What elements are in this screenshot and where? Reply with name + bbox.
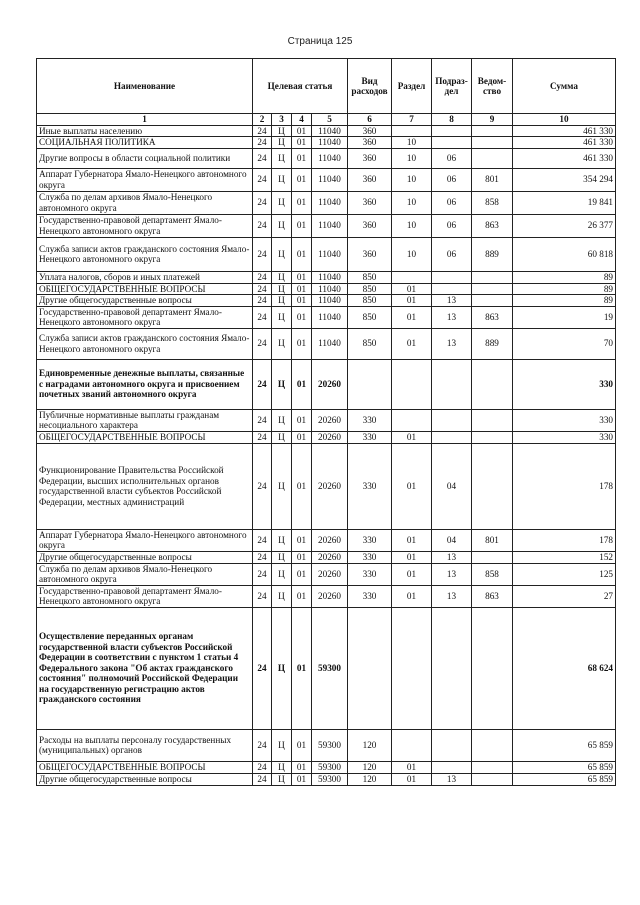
table-row [37,443,616,529]
target-code-2: Ц [272,295,292,307]
header-summa: Сумма [513,59,616,114]
table-row [37,148,616,168]
page-label: Страница 125 [287,36,353,47]
target-code-3: 01 [292,125,312,137]
row-name: Служба записи актов гражданского состояния Ямало-Ненецкого автономного округа [37,237,253,271]
expense-type: 330 [348,409,392,431]
table-row [37,761,616,773]
target-code-3: 01 [292,328,312,359]
header-podrazdel: Подраз- дел [432,59,472,114]
department: 858 [472,563,513,585]
row-name: Служба по делам архивов Ямало-Ненецкого автономного округа [37,191,253,214]
target-code-1: 24 [253,585,272,607]
department [472,125,513,137]
subsection: 13 [432,551,472,563]
table-row [37,328,616,359]
row-name: ОБЩЕГОСУДАРСТВЕННЫЕ ВОПРОСЫ [37,283,253,295]
target-code-4: 11040 [312,283,348,295]
row-name: Государственно-правовой департамент Ямало-Ненецкого автономного округа [37,585,253,607]
target-code-2: Ц [272,359,292,409]
row-name: Государственно-правовой департамент Ямало-Ненецкого автономного округа [37,214,253,237]
subsection [432,761,472,773]
target-code-1: 24 [253,168,272,191]
col-number: 1 [37,114,253,126]
subsection [432,729,472,761]
target-code-4: 11040 [312,328,348,359]
target-code-4: 20260 [312,529,348,551]
department [472,271,513,283]
target-code-3: 01 [292,359,312,409]
target-code-1: 24 [253,191,272,214]
target-code-4: 11040 [312,125,348,137]
header-razdel: Раздел [392,59,432,114]
target-code-2: Ц [272,137,292,149]
expense-type: 850 [348,306,392,328]
row-name: Единовременные денежные выплаты, связанные с наградами автономного округа и присвоением почетных званий автономного округа [37,359,253,409]
expense-type: 330 [348,563,392,585]
table-row [37,431,616,443]
amount: 65 859 [513,729,616,761]
target-code-1: 24 [253,283,272,295]
section [392,359,432,409]
target-code-4: 59300 [312,729,348,761]
section [392,729,432,761]
column-numbers-row [37,114,616,126]
row-name: ОБЩЕГОСУДАРСТВЕННЫЕ ВОПРОСЫ [37,761,253,773]
expense-type [348,359,392,409]
expense-type: 360 [348,125,392,137]
section: 10 [392,237,432,271]
target-code-3: 01 [292,214,312,237]
target-code-1: 24 [253,761,272,773]
target-code-1: 24 [253,214,272,237]
col-number: 2 [253,114,272,126]
section: 10 [392,137,432,149]
target-code-3: 01 [292,237,312,271]
expense-type: 330 [348,529,392,551]
target-code-4: 20260 [312,431,348,443]
target-code-2: Ц [272,237,292,271]
department [472,359,513,409]
target-code-4: 11040 [312,148,348,168]
target-code-1: 24 [253,137,272,149]
subsection: 06 [432,191,472,214]
header-vedomstvo: Ведом- ство [472,59,513,114]
expense-type: 120 [348,761,392,773]
department [472,443,513,529]
target-code-1: 24 [253,773,272,785]
row-name: Другие вопросы в области социальной политики [37,148,253,168]
target-code-3: 01 [292,443,312,529]
amount: 461 330 [513,148,616,168]
target-code-3: 01 [292,137,312,149]
row-name: Государственно-правовой департамент Ямало-Ненецкого автономного округа [37,306,253,328]
target-code-3: 01 [292,148,312,168]
col-number: 8 [432,114,472,126]
target-code-4: 11040 [312,306,348,328]
amount: 125 [513,563,616,585]
target-code-1: 24 [253,148,272,168]
expense-type: 850 [348,283,392,295]
department [472,283,513,295]
amount: 65 859 [513,773,616,785]
target-code-3: 01 [292,607,312,729]
target-code-1: 24 [253,295,272,307]
table-row [37,563,616,585]
subsection: 06 [432,214,472,237]
target-code-4: 59300 [312,761,348,773]
expense-type: 360 [348,168,392,191]
subsection: 13 [432,306,472,328]
target-code-1: 24 [253,237,272,271]
table-row [37,214,616,237]
department [472,148,513,168]
expense-type: 330 [348,551,392,563]
department: 801 [472,529,513,551]
department [472,409,513,431]
target-code-2: Ц [272,148,292,168]
section: 01 [392,551,432,563]
subsection [432,125,472,137]
target-code-1: 24 [253,607,272,729]
target-code-4: 20260 [312,551,348,563]
target-code-4: 20260 [312,443,348,529]
table-row [37,607,616,729]
table-row [37,409,616,431]
subsection [432,607,472,729]
target-code-3: 01 [292,191,312,214]
table-row [37,359,616,409]
row-name: Служба по делам архивов Ямало-Ненецкого автономного округа [37,563,253,585]
target-code-4: 59300 [312,773,348,785]
target-code-2: Ц [272,529,292,551]
subsection: 13 [432,773,472,785]
target-code-4: 11040 [312,214,348,237]
target-code-3: 01 [292,271,312,283]
subsection: 06 [432,237,472,271]
target-code-1: 24 [253,271,272,283]
target-code-1: 24 [253,125,272,137]
row-name: Иные выплаты населению [37,125,253,137]
department [472,295,513,307]
table-row [37,168,616,191]
col-number: 6 [348,114,392,126]
expense-type: 360 [348,214,392,237]
table-row [37,271,616,283]
target-code-2: Ц [272,607,292,729]
target-code-2: Ц [272,306,292,328]
table-row [37,191,616,214]
amount: 461 330 [513,137,616,149]
expense-type: 360 [348,191,392,214]
table-row [37,551,616,563]
subsection: 13 [432,295,472,307]
target-code-1: 24 [253,359,272,409]
section [392,125,432,137]
col-number: 4 [292,114,312,126]
department [472,729,513,761]
department: 889 [472,237,513,271]
target-code-2: Ц [272,761,292,773]
row-name: ОБЩЕГОСУДАРСТВЕННЫЕ ВОПРОСЫ [37,431,253,443]
target-code-2: Ц [272,431,292,443]
row-name: Расходы на выплаты персоналу государственных (муниципальных) органов [37,729,253,761]
department: 863 [472,214,513,237]
row-name: Другие общегосударственные вопросы [37,295,253,307]
target-code-4: 11040 [312,137,348,149]
expense-type: 850 [348,295,392,307]
row-name: Другие общегосударственные вопросы [37,551,253,563]
subsection [432,137,472,149]
header-name: Наименование [37,59,253,114]
col-number: 7 [392,114,432,126]
section [392,607,432,729]
amount: 354 294 [513,168,616,191]
subsection [432,359,472,409]
target-code-4: 20260 [312,409,348,431]
amount: 19 [513,306,616,328]
table-row [37,729,616,761]
department [472,431,513,443]
subsection [432,431,472,443]
department [472,607,513,729]
department [472,551,513,563]
amount: 27 [513,585,616,607]
target-code-1: 24 [253,729,272,761]
target-code-2: Ц [272,551,292,563]
subsection: 04 [432,443,472,529]
row-name: Уплата налогов, сборов и иных платежей [37,271,253,283]
section: 01 [392,761,432,773]
table-row [37,283,616,295]
budget-table [36,58,616,786]
amount: 89 [513,271,616,283]
table-row [37,306,616,328]
row-name: Служба записи актов гражданского состояния Ямало-Ненецкого автономного округа [37,328,253,359]
amount: 60 818 [513,237,616,271]
target-code-4: 59300 [312,607,348,729]
target-code-2: Ц [272,563,292,585]
target-code-2: Ц [272,214,292,237]
target-code-3: 01 [292,585,312,607]
amount: 70 [513,328,616,359]
department [472,773,513,785]
expense-type: 120 [348,729,392,761]
amount: 68 624 [513,607,616,729]
target-code-2: Ц [272,283,292,295]
amount: 19 841 [513,191,616,214]
amount: 330 [513,431,616,443]
table-row [37,237,616,271]
department [472,137,513,149]
section: 01 [392,295,432,307]
amount: 330 [513,409,616,431]
amount: 178 [513,443,616,529]
target-code-3: 01 [292,168,312,191]
amount: 65 859 [513,761,616,773]
target-code-3: 01 [292,431,312,443]
expense-type: 120 [348,773,392,785]
section: 01 [392,283,432,295]
section: 10 [392,168,432,191]
target-code-1: 24 [253,306,272,328]
row-name: Осуществление переданных органам государственной власти субъектов Российской Федерации в соответствии с пунктом 1 статьи 4 Федерального закона "Об актах гражданского состояния" полномочий Российской Федерации на государственную регистрацию актов гражданского состояния [37,607,253,729]
table-row [37,529,616,551]
target-code-4: 20260 [312,563,348,585]
amount: 26 377 [513,214,616,237]
department [472,761,513,773]
section: 01 [392,328,432,359]
expense-type: 850 [348,271,392,283]
subsection: 13 [432,328,472,359]
section [392,409,432,431]
target-code-2: Ц [272,328,292,359]
subsection [432,409,472,431]
target-code-4: 20260 [312,359,348,409]
target-code-2: Ц [272,409,292,431]
section: 01 [392,443,432,529]
target-code-3: 01 [292,295,312,307]
row-name: Публичные нормативные выплаты гражданам несоциального характера [37,409,253,431]
target-code-2: Ц [272,125,292,137]
col-number: 5 [312,114,348,126]
subsection: 13 [432,563,472,585]
target-code-4: 11040 [312,271,348,283]
amount: 89 [513,295,616,307]
target-code-1: 24 [253,551,272,563]
target-code-3: 01 [292,283,312,295]
header-vid: Вид расходов [348,59,392,114]
table-row [37,137,616,149]
row-name: Аппарат Губернатора Ямало-Ненецкого автономного округа [37,529,253,551]
section: 01 [392,306,432,328]
subsection: 13 [432,585,472,607]
section: 01 [392,585,432,607]
col-number: 10 [513,114,616,126]
target-code-2: Ц [272,271,292,283]
section: 10 [392,191,432,214]
target-code-4: 11040 [312,295,348,307]
target-code-4: 11040 [312,191,348,214]
target-code-1: 24 [253,431,272,443]
target-code-3: 01 [292,306,312,328]
col-number: 9 [472,114,513,126]
target-code-3: 01 [292,409,312,431]
department: 863 [472,306,513,328]
row-name: СОЦИАЛЬНАЯ ПОЛИТИКА [37,137,253,149]
target-code-1: 24 [253,563,272,585]
target-code-2: Ц [272,729,292,761]
expense-type: 360 [348,237,392,271]
expense-type: 330 [348,585,392,607]
subsection [432,271,472,283]
section: 10 [392,148,432,168]
subsection [432,283,472,295]
expense-type [348,607,392,729]
section: 01 [392,773,432,785]
target-code-2: Ц [272,585,292,607]
target-code-1: 24 [253,443,272,529]
table-body [37,125,616,785]
target-code-2: Ц [272,168,292,191]
department: 863 [472,585,513,607]
expense-type: 360 [348,137,392,149]
department: 889 [472,328,513,359]
section: 01 [392,431,432,443]
target-code-3: 01 [292,529,312,551]
subsection: 06 [432,148,472,168]
target-code-1: 24 [253,409,272,431]
target-code-1: 24 [253,529,272,551]
section: 10 [392,214,432,237]
expense-type: 330 [348,431,392,443]
section [392,271,432,283]
row-name: Функционирование Правительства Российской Федерации, высших исполнительных органов государственной власти субъектов Российской Федерации, местных администраций [37,443,253,529]
section: 01 [392,563,432,585]
target-code-3: 01 [292,563,312,585]
amount: 330 [513,359,616,409]
header-target: Целевая статья [253,59,348,114]
amount: 178 [513,529,616,551]
table-row [37,585,616,607]
row-name: Аппарат Губернатора Ямало-Ненецкого автономного округа [37,168,253,191]
department: 801 [472,168,513,191]
target-code-2: Ц [272,773,292,785]
target-code-2: Ц [272,191,292,214]
table-row [37,125,616,137]
subsection: 04 [432,529,472,551]
target-code-3: 01 [292,551,312,563]
target-code-3: 01 [292,773,312,785]
header-row [37,59,616,114]
amount: 461 330 [513,125,616,137]
col-number: 3 [272,114,292,126]
target-code-1: 24 [253,328,272,359]
expense-type: 360 [348,148,392,168]
expense-type: 850 [348,328,392,359]
target-code-2: Ц [272,443,292,529]
target-code-4: 20260 [312,585,348,607]
target-code-4: 11040 [312,168,348,191]
section: 01 [392,529,432,551]
subsection: 06 [432,168,472,191]
row-name: Другие общегосударственные вопросы [37,773,253,785]
amount: 152 [513,551,616,563]
table-row [37,295,616,307]
table-row [37,773,616,785]
amount: 89 [513,283,616,295]
target-code-3: 01 [292,761,312,773]
target-code-4: 11040 [312,237,348,271]
department: 858 [472,191,513,214]
expense-type: 330 [348,443,392,529]
target-code-3: 01 [292,729,312,761]
